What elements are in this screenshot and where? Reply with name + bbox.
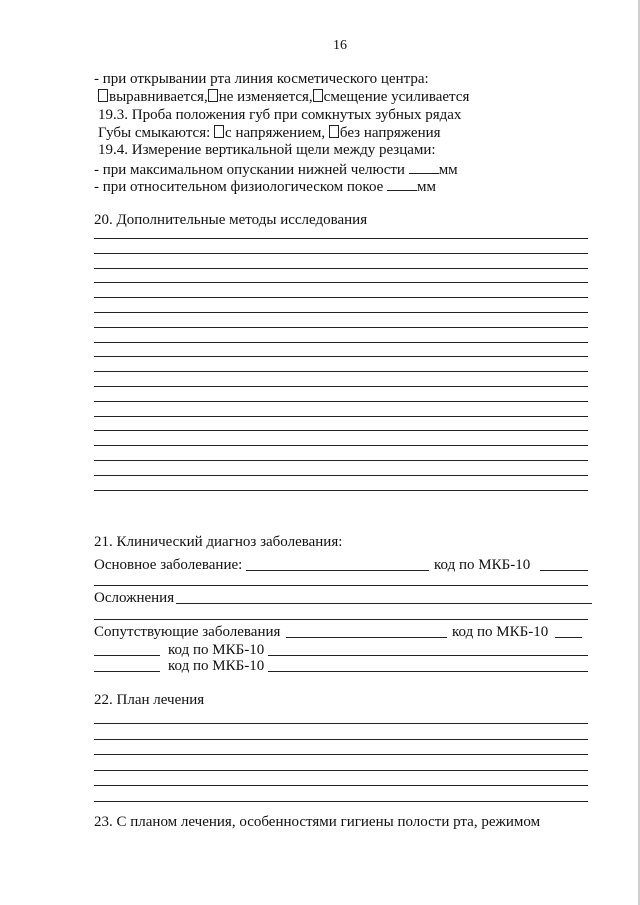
write-line[interactable]	[94, 475, 588, 476]
lip-line-intro: - при открывании рта линия косметического центра:	[94, 71, 429, 87]
main-disease-code-field[interactable]	[540, 570, 588, 571]
write-line[interactable]	[94, 268, 588, 269]
main-disease-extra-line[interactable]	[94, 585, 588, 586]
section-19-4-title: 19.4. Измерение вертикальной щели между резцами:	[98, 142, 436, 158]
write-line[interactable]	[94, 430, 588, 431]
write-line[interactable]	[94, 460, 588, 461]
write-line[interactable]	[94, 785, 588, 786]
write-line[interactable]	[94, 386, 588, 387]
write-line[interactable]	[94, 490, 588, 491]
write-line[interactable]	[94, 238, 588, 239]
write-line[interactable]	[94, 297, 588, 298]
write-line[interactable]	[94, 327, 588, 328]
write-line[interactable]	[94, 801, 588, 802]
complications-label: Осложнения	[94, 590, 175, 606]
concomitant-code-field[interactable]	[555, 637, 582, 638]
checkbox-shift-increases[interactable]	[313, 89, 323, 102]
section-23-title: 23. С планом лечения, особенностями гигиены полости рта, режимом	[94, 814, 541, 830]
write-line[interactable]	[94, 342, 588, 343]
option-shift-increases-label: смещение усиливается	[323, 89, 470, 105]
write-line[interactable]	[94, 371, 588, 372]
checkbox-with-tension[interactable]	[214, 125, 224, 138]
write-line[interactable]	[94, 723, 588, 724]
section-20-title: 20. Дополнительные методы исследования	[94, 212, 368, 228]
concomitant-code-label: код по МКБ-10	[452, 624, 549, 640]
write-line[interactable]	[94, 282, 588, 283]
concomitant-item-2-code-field[interactable]	[268, 655, 588, 656]
lip-line-options	[98, 89, 469, 106]
write-line[interactable]	[94, 770, 588, 771]
complications-extra-line[interactable]	[94, 619, 588, 620]
main-disease-label: Основное заболевание:	[94, 557, 243, 573]
concomitant-item-2-field[interactable]	[94, 655, 160, 656]
option-with-tension-label: с напряжением,	[225, 125, 326, 141]
max-opening-field[interactable]	[409, 160, 439, 174]
checkbox-aligns[interactable]	[98, 89, 108, 102]
concomitant-item-2-code-label: код по МКБ-10	[168, 642, 265, 658]
checkbox-without-tension[interactable]	[329, 125, 339, 138]
max-opening-label: - при максимальном опускании нижней челюсти	[94, 162, 405, 178]
complications-field[interactable]	[176, 603, 592, 604]
write-line[interactable]	[94, 445, 588, 446]
max-opening-unit: мм	[438, 162, 458, 178]
write-line[interactable]	[94, 356, 588, 357]
option-without-tension-label: без напряжения	[339, 125, 441, 141]
rest-position-field[interactable]	[387, 177, 417, 191]
main-disease-field[interactable]	[246, 570, 429, 571]
write-line[interactable]	[94, 401, 588, 402]
checkbox-unchanged[interactable]	[208, 89, 218, 102]
lips-close-row	[98, 125, 441, 142]
section-22-title: 22. План лечения	[94, 692, 205, 708]
option-unchanged-label: не изменяется,	[218, 89, 313, 105]
lips-close-label: Губы смыкаются:	[98, 125, 211, 141]
page-number: 16	[333, 38, 347, 53]
option-aligns-label: выравнивается,	[109, 89, 208, 105]
write-line[interactable]	[94, 416, 588, 417]
concomitant-label: Сопутствующие заболевания	[94, 624, 281, 640]
concomitant-item-3-code-label: код по МКБ-10	[168, 658, 265, 674]
section-19-3-title: 19.3. Проба положения губ при сомкнутых зубных рядах	[98, 107, 462, 123]
write-line[interactable]	[94, 754, 588, 755]
concomitant-item-3-field[interactable]	[94, 671, 160, 672]
write-line[interactable]	[94, 312, 588, 313]
rest-position-row	[94, 177, 436, 196]
concomitant-item-3-code-field[interactable]	[268, 671, 588, 672]
main-disease-code-label: код по МКБ-10	[434, 557, 531, 573]
concomitant-field[interactable]	[286, 637, 447, 638]
rest-position-label: - при относительном физиологическом покое	[94, 179, 384, 195]
write-line[interactable]	[94, 739, 588, 740]
section-21-title: 21. Клинический диагноз заболевания:	[94, 534, 343, 550]
write-line[interactable]	[94, 253, 588, 254]
rest-position-unit: мм	[417, 179, 437, 195]
